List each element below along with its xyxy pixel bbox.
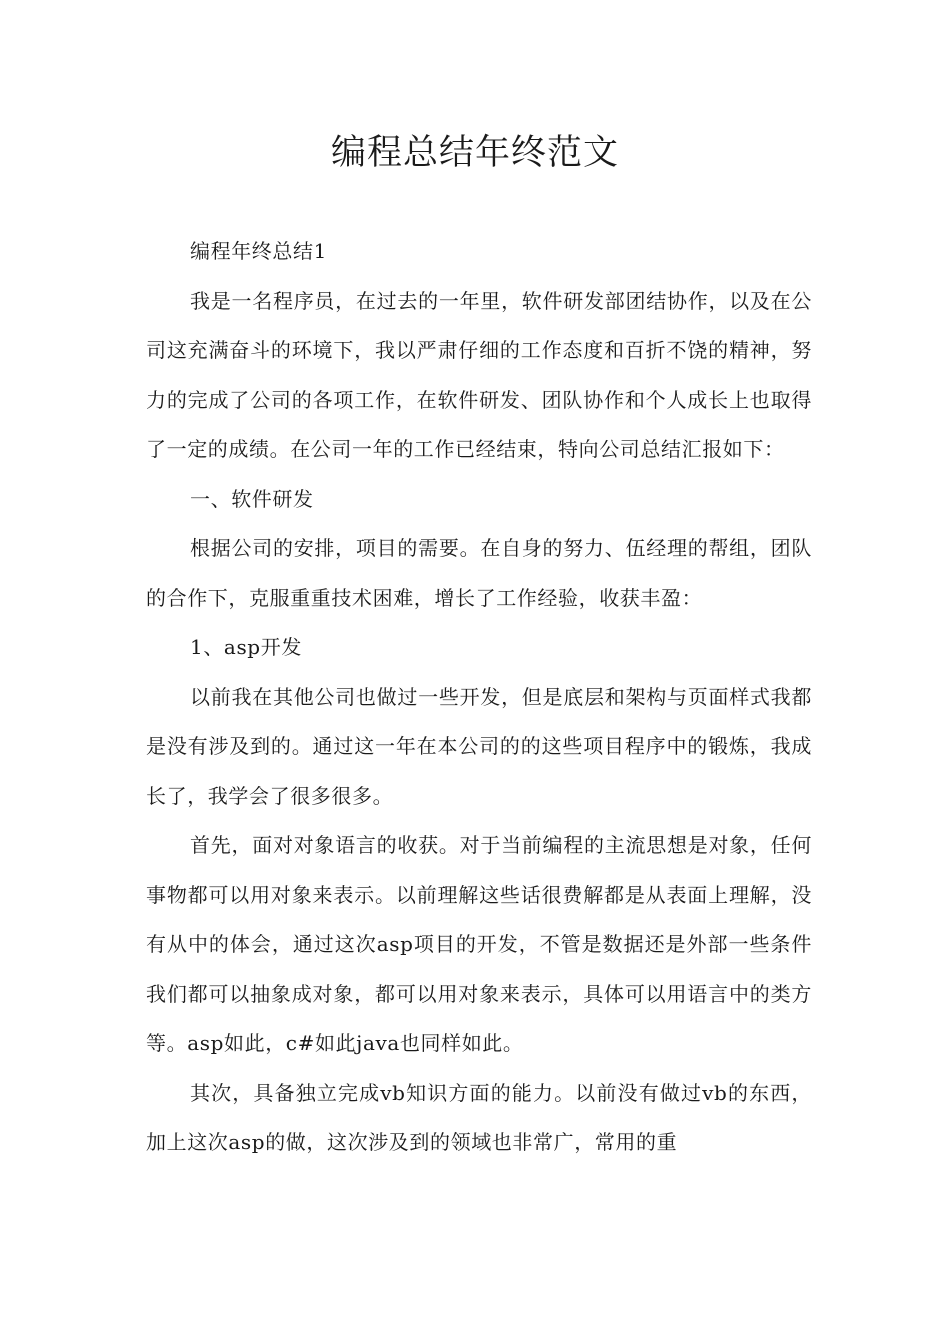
paragraph: 首先，面对对象语言的收获。对于当前编程的主流思想是对象，任何事物都可以用对象来表示。以前理解这些话很费解都是从表面上理解，没有从中的体会，通过这次asp项目的开发，不管是数据还是外部一些条件我们都可以抽象成对象，都可以用对象来表示，具体可以用语言中的类方等。asp如此，c#如此java也同样如此。	[146, 833, 812, 1055]
section-heading: 编程年终总结1	[190, 239, 327, 263]
paragraph: 根据公司的安排，项目的需要。在自身的努力、伍经理的帮组，团队的合作下，克服重重技术困难，增长了工作经验，收获丰盈：	[146, 536, 812, 610]
paragraph: 其次，具备独立完成vb知识方面的能力。以前没有做过vb的东西，加上这次asp的做，这次涉及到的领域也非常广，常用的重	[146, 1080, 812, 1154]
document-title: 编程总结年终范文	[330, 133, 619, 173]
section-heading: 一、软件研发	[190, 486, 314, 511]
paragraph: 我是一名程序员，在过去的一年里，软件研发部团结协作，以及在公司这充满奋斗的环境下，我以严肃仔细的工作态度和百折不饶的精神，努力的完成了公司的各项工作，在软件研发、团队协作和个人成长上也取得了一定的成绩。在公司一年的工作已经结束，特向公司总结汇报如下：	[146, 288, 812, 461]
document-body	[146, 227, 812, 1168]
subsection-heading: 1、asp开发	[190, 635, 302, 659]
paragraph: 以前我在其他公司也做过一些开发，但是底层和架构与页面样式我都是没有涉及到的。通过这一年在本公司的的这些项目程序中的锻炼，我成长了，我学会了很多很多。	[146, 684, 812, 808]
